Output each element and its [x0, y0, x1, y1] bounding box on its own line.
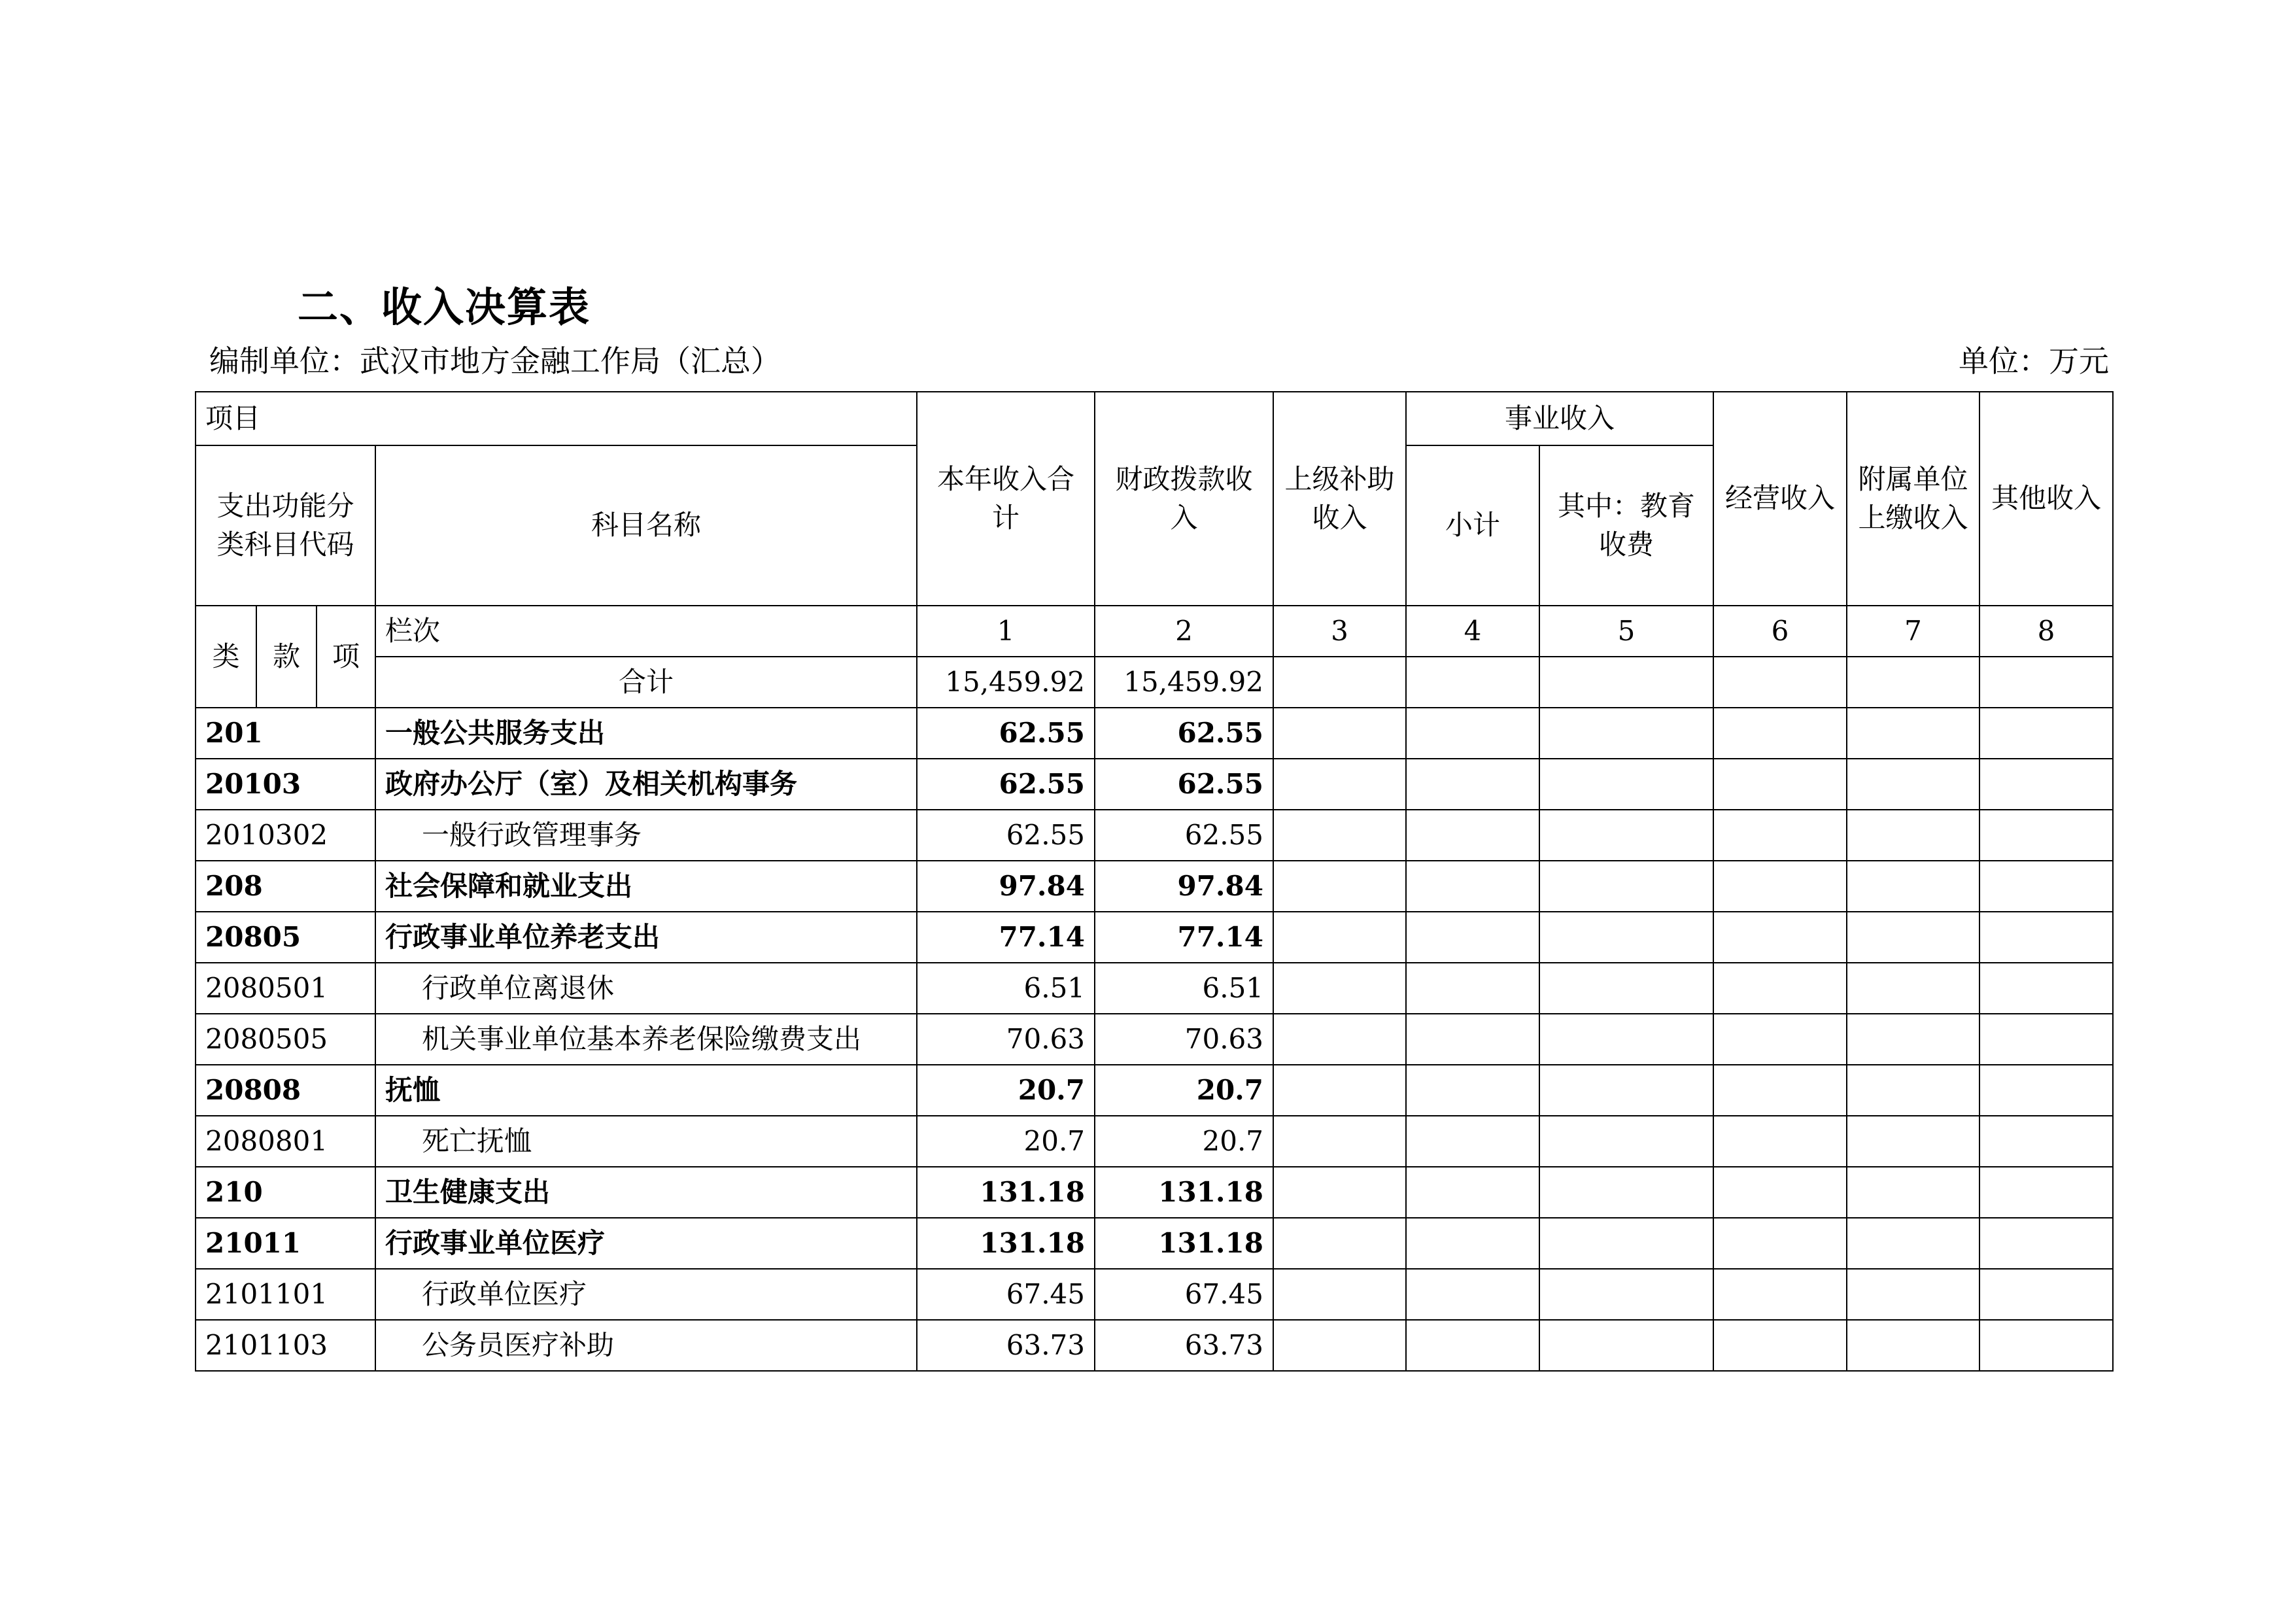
empty-cell: [1979, 810, 2113, 861]
empty-cell: [1713, 1167, 1847, 1218]
table-row: [196, 1065, 2113, 1116]
empty-cell: [1539, 759, 1713, 810]
row-code: 208: [196, 861, 375, 912]
row-total: 6.51: [917, 963, 1095, 1014]
row-name: 死亡抚恤: [375, 1116, 917, 1167]
row-total: 70.63: [917, 1014, 1095, 1065]
empty-cell: [1979, 1218, 2113, 1269]
empty-cell: [1713, 1014, 1847, 1065]
empty-cell: [1847, 810, 1979, 861]
empty-cell: [1273, 861, 1406, 912]
row-total: 62.55: [917, 708, 1095, 759]
col-num: 4: [1406, 606, 1539, 657]
empty-cell: [1273, 963, 1406, 1014]
row-code: 2080801: [196, 1116, 375, 1167]
empty-cell: [1847, 1065, 1979, 1116]
header-kuan: 款: [256, 606, 317, 708]
row-fiscal: 20.7: [1095, 1116, 1273, 1167]
row-code: 2101101: [196, 1269, 375, 1320]
row-code: 2010302: [196, 810, 375, 861]
empty-cell: [1406, 1269, 1539, 1320]
income-table: [195, 391, 2114, 1372]
row-name: 抚恤: [375, 1065, 917, 1116]
empty-cell: [1273, 810, 1406, 861]
empty-cell: [1979, 1116, 2113, 1167]
table-row: [196, 963, 2113, 1014]
empty-cell: [1979, 1014, 2113, 1065]
sum-label: 合计: [375, 657, 917, 708]
table-row: [196, 861, 2113, 912]
empty-cell: [1847, 1116, 1979, 1167]
header-affiliate: 附属单位上缴收入: [1847, 392, 1979, 606]
empty-cell: [1273, 708, 1406, 759]
table-row: [196, 759, 2113, 810]
empty-cell: [1539, 708, 1713, 759]
header-code-group: 支出功能分类科目代码: [196, 445, 375, 606]
row-fiscal: 62.55: [1095, 759, 1273, 810]
empty-cell: [1406, 1065, 1539, 1116]
row-fiscal: 131.18: [1095, 1167, 1273, 1218]
empty-cell: [1847, 1014, 1979, 1065]
row-total: 20.7: [917, 1116, 1095, 1167]
empty-cell: [1406, 1167, 1539, 1218]
row-code: 21011: [196, 1218, 375, 1269]
row-name: 行政事业单位医疗: [375, 1218, 917, 1269]
meta-line: [209, 341, 2109, 381]
row-fiscal: 77.14: [1095, 912, 1273, 963]
row-name: 卫生健康支出: [375, 1167, 917, 1218]
empty-cell: [1847, 861, 1979, 912]
row-fiscal: 131.18: [1095, 1218, 1273, 1269]
row-total: 63.73: [917, 1320, 1095, 1371]
empty-cell: [1979, 1320, 2113, 1371]
row-code: 20103: [196, 759, 375, 810]
empty-cell: [1406, 861, 1539, 912]
empty-cell: [1273, 912, 1406, 963]
empty-cell: [1406, 708, 1539, 759]
row-fiscal: 20.7: [1095, 1065, 1273, 1116]
header-superior: 上级补助收入: [1273, 392, 1406, 606]
row-name: 行政单位离退休: [375, 963, 917, 1014]
header-xiang: 项: [317, 606, 375, 708]
empty-cell: [1713, 963, 1847, 1014]
empty-cell: [1979, 657, 2113, 708]
empty-cell: [1273, 1014, 1406, 1065]
row-name: 一般行政管理事务: [375, 810, 917, 861]
table-row: [196, 1218, 2113, 1269]
col-num: 2: [1095, 606, 1273, 657]
empty-cell: [1979, 963, 2113, 1014]
row-fiscal: 62.55: [1095, 810, 1273, 861]
empty-cell: [1273, 1116, 1406, 1167]
row-total: 131.18: [917, 1167, 1095, 1218]
empty-cell: [1406, 657, 1539, 708]
empty-cell: [1847, 1320, 1979, 1371]
empty-cell: [1273, 1065, 1406, 1116]
row-name: 行政单位医疗: [375, 1269, 917, 1320]
col-num: 5: [1539, 606, 1713, 657]
header-name: 科目名称: [375, 445, 917, 606]
empty-cell: [1406, 1320, 1539, 1371]
empty-cell: [1713, 1116, 1847, 1167]
empty-cell: [1273, 1167, 1406, 1218]
empty-cell: [1847, 1269, 1979, 1320]
row-total: 97.84: [917, 861, 1095, 912]
row-name: 行政事业单位养老支出: [375, 912, 917, 963]
header-item: 项目: [196, 392, 917, 445]
header-fiscal: 财政拨款收入: [1095, 392, 1273, 606]
row-fiscal: 6.51: [1095, 963, 1273, 1014]
row-fiscal: 67.45: [1095, 1269, 1273, 1320]
empty-cell: [1539, 1269, 1713, 1320]
sum-total: 15,459.92: [917, 657, 1095, 708]
row-name: 社会保障和就业支出: [375, 861, 917, 912]
table-row: [196, 1014, 2113, 1065]
header-operating: 经营收入: [1713, 392, 1847, 606]
row-total: 67.45: [917, 1269, 1095, 1320]
empty-cell: [1406, 810, 1539, 861]
empty-cell: [1539, 1014, 1713, 1065]
col-num: 6: [1713, 606, 1847, 657]
empty-cell: [1847, 912, 1979, 963]
row-name: 一般公共服务支出: [375, 708, 917, 759]
empty-cell: [1979, 1269, 2113, 1320]
table-row: [196, 1269, 2113, 1320]
row-code: 201: [196, 708, 375, 759]
col-num: 3: [1273, 606, 1406, 657]
row-fiscal: 97.84: [1095, 861, 1273, 912]
table-row: [196, 1320, 2113, 1371]
row-name: 公务员医疗补助: [375, 1320, 917, 1371]
row-code: 20808: [196, 1065, 375, 1116]
org-label: 编制单位：武汉市地方金融工作局（汇总）: [209, 343, 781, 379]
header-other: 其他收入: [1979, 392, 2113, 606]
empty-cell: [1979, 912, 2113, 963]
empty-cell: [1539, 1116, 1713, 1167]
row-fiscal: 70.63: [1095, 1014, 1273, 1065]
empty-cell: [1539, 1218, 1713, 1269]
empty-cell: [1406, 912, 1539, 963]
empty-cell: [1539, 912, 1713, 963]
empty-cell: [1406, 963, 1539, 1014]
empty-cell: [1713, 1320, 1847, 1371]
empty-cell: [1539, 657, 1713, 708]
row-code: 2080505: [196, 1014, 375, 1065]
empty-cell: [1713, 759, 1847, 810]
header-lei: 类: [196, 606, 256, 708]
empty-cell: [1406, 1116, 1539, 1167]
table-row: [196, 810, 2113, 861]
row-total: 62.55: [917, 759, 1095, 810]
empty-cell: [1847, 657, 1979, 708]
col-num: 7: [1847, 606, 1979, 657]
header-lanci: 栏次: [375, 606, 917, 657]
empty-cell: [1273, 657, 1406, 708]
empty-cell: [1847, 1218, 1979, 1269]
row-code: 20805: [196, 912, 375, 963]
row-code: 210: [196, 1167, 375, 1218]
row-code: 2101103: [196, 1320, 375, 1371]
empty-cell: [1847, 963, 1979, 1014]
col-num: 8: [1979, 606, 2113, 657]
empty-cell: [1713, 1065, 1847, 1116]
header-total: 本年收入合计: [917, 392, 1095, 606]
row-total: 62.55: [917, 810, 1095, 861]
empty-cell: [1273, 1218, 1406, 1269]
row-total: 77.14: [917, 912, 1095, 963]
col-num: 1: [917, 606, 1095, 657]
empty-cell: [1979, 759, 2113, 810]
empty-cell: [1406, 759, 1539, 810]
empty-cell: [1273, 1269, 1406, 1320]
table-row: [196, 912, 2113, 963]
empty-cell: [1273, 1320, 1406, 1371]
empty-cell: [1979, 1065, 2113, 1116]
empty-cell: [1847, 708, 1979, 759]
empty-cell: [1713, 810, 1847, 861]
row-code: 2080501: [196, 963, 375, 1014]
row-total: 131.18: [917, 1218, 1095, 1269]
empty-cell: [1406, 1218, 1539, 1269]
table-row: [196, 1116, 2113, 1167]
empty-cell: [1713, 861, 1847, 912]
page-title: 二、收入决算表: [298, 283, 591, 331]
empty-cell: [1713, 708, 1847, 759]
unit-label: 单位：万元: [1959, 343, 2109, 379]
empty-cell: [1847, 1167, 1979, 1218]
empty-cell: [1979, 861, 2113, 912]
row-name: 政府办公厅（室）及相关机构事务: [375, 759, 917, 810]
empty-cell: [1979, 1167, 2113, 1218]
header-subtotal: 小计: [1406, 445, 1539, 606]
row-name: 机关事业单位基本养老保险缴费支出: [375, 1014, 917, 1065]
empty-cell: [1539, 861, 1713, 912]
empty-cell: [1273, 759, 1406, 810]
header-edu: 其中：教育收费: [1539, 445, 1713, 606]
row-fiscal: 63.73: [1095, 1320, 1273, 1371]
sum-fiscal: 15,459.92: [1095, 657, 1273, 708]
table-row: [196, 708, 2113, 759]
empty-cell: [1539, 1320, 1713, 1371]
empty-cell: [1539, 810, 1713, 861]
table-row: [196, 1167, 2113, 1218]
empty-cell: [1847, 759, 1979, 810]
empty-cell: [1539, 1167, 1713, 1218]
empty-cell: [1979, 708, 2113, 759]
empty-cell: [1539, 1065, 1713, 1116]
empty-cell: [1539, 963, 1713, 1014]
empty-cell: [1713, 1218, 1847, 1269]
header-business-group: 事业收入: [1406, 392, 1713, 445]
empty-cell: [1713, 657, 1847, 708]
empty-cell: [1713, 1269, 1847, 1320]
empty-cell: [1713, 912, 1847, 963]
row-fiscal: 62.55: [1095, 708, 1273, 759]
empty-cell: [1406, 1014, 1539, 1065]
row-total: 20.7: [917, 1065, 1095, 1116]
